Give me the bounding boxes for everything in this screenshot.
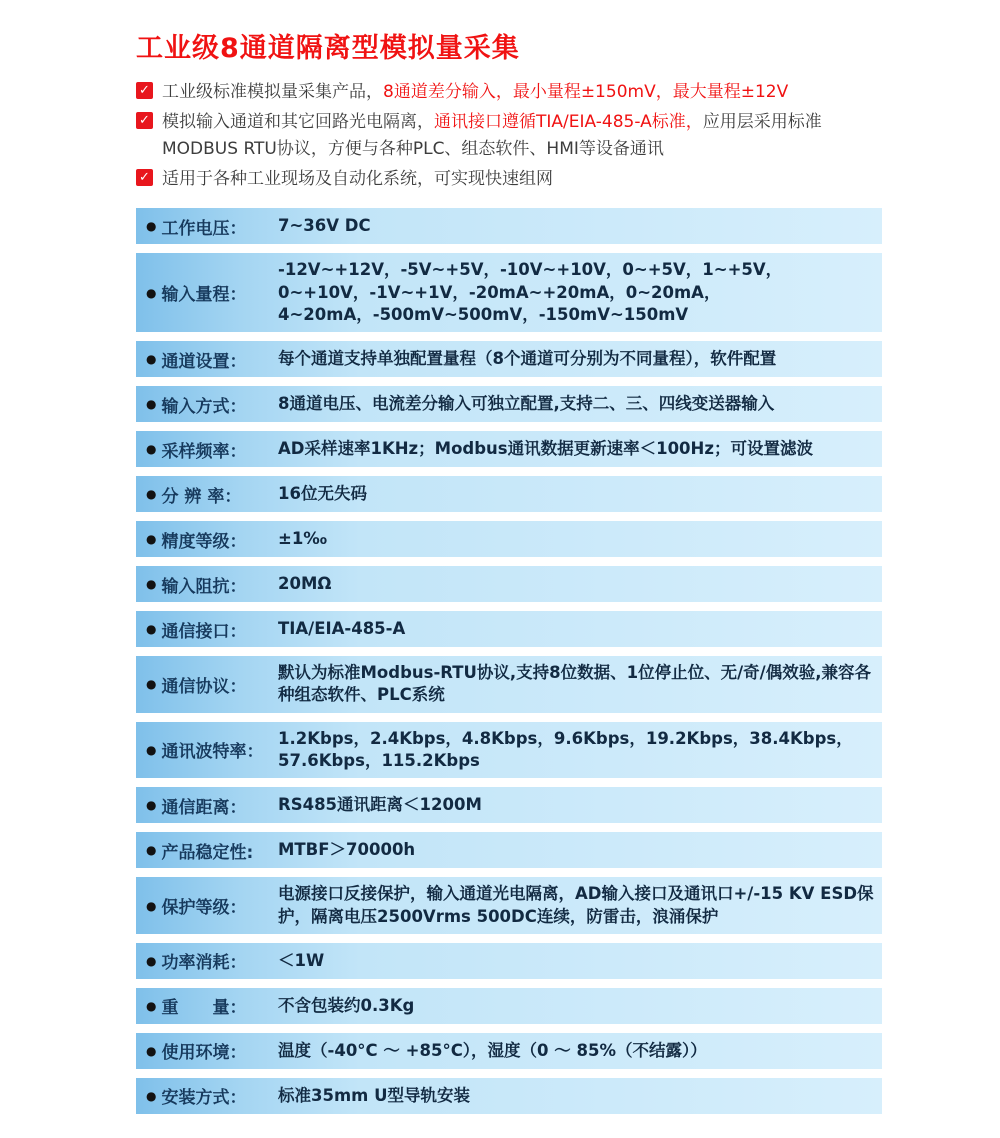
spec-label: 安装方式：	[161, 1088, 247, 1109]
feature-text-highlight: 8通道差分输入，最小量程±150mV，最大量程±12V	[383, 82, 789, 102]
feature-text-normal: 应用层采用标准MODBUS RTU协议，方便与各种PLC、组态软件、HMI等设备通讯	[162, 112, 822, 159]
spec-value: MTBF＞70000h	[278, 840, 416, 860]
spec-value: 20MΩ	[278, 574, 332, 594]
spec-row-channel-config	[136, 341, 882, 377]
spec-label-cell	[136, 437, 274, 462]
feature-text-normal: 工业级标准模拟量采集产品，	[162, 82, 383, 102]
spec-row-accuracy	[136, 521, 882, 557]
spec-row-comm-protocol	[136, 656, 882, 713]
spec-row-baud-rate	[136, 722, 882, 779]
spec-row-power-consumption	[136, 943, 882, 979]
spec-label: 输入阻抗：	[161, 576, 247, 597]
spec-row-working-voltage	[136, 208, 882, 244]
spec-label: 保护等级：	[161, 898, 247, 918]
spec-row-comm-interface	[136, 611, 882, 647]
spec-value: 电源接口反接保护，输入通道光电隔离，AD输入接口及通讯口+/-15 KV ESD保护，隔离电压2500Vrms 500DC连续，防雷击，浪涌保护	[278, 884, 874, 926]
bullet-icon: ●	[146, 442, 157, 457]
spec-label-cell	[136, 993, 274, 1018]
spec-label-cell	[136, 893, 274, 918]
spec-row-mounting	[136, 1078, 882, 1114]
spec-label: 重 量：	[161, 998, 247, 1019]
feature-item	[136, 79, 882, 105]
spec-value: 8通道电压、电流差分输入可独立配置,支持二、三、四线变送器输入	[278, 394, 775, 414]
spec-value: RS485通讯距离＜1200M	[278, 795, 482, 815]
feature-item	[136, 109, 882, 162]
bullet-icon: ●	[146, 622, 157, 637]
spec-value: AD采样速率1KHz；Modbus通讯数据更新速率＜100Hz；可设置滤波	[278, 439, 813, 459]
spec-label: 输入方式：	[161, 396, 247, 417]
feature-item	[136, 166, 882, 192]
bullet-icon: ●	[146, 487, 157, 502]
spec-value: 不含包装约0.3Kg	[278, 995, 415, 1015]
spec-value: 默认为标准Modbus-RTU协议,支持8位数据、1位停止位、无/奇/偶效验,兼容各种组态软件、PLC系统	[278, 663, 871, 705]
spec-label: 通信协议：	[161, 676, 247, 697]
spec-row-weight	[136, 988, 882, 1024]
spec-label-cell	[136, 1083, 274, 1108]
checkbox-icon: ✓	[136, 82, 153, 99]
spec-label-cell	[136, 737, 274, 762]
bullet-icon: ●	[146, 532, 157, 547]
spec-label: 输入量程：	[161, 285, 247, 306]
feature-text-normal: 模拟输入通道和其它回路光电隔离，	[162, 112, 434, 133]
bullet-icon: ●	[146, 953, 157, 968]
spec-label-cell	[136, 838, 274, 863]
spec-label-cell	[136, 793, 274, 818]
bullet-icon: ●	[146, 998, 157, 1013]
spec-value: 标准35mm U型导轨安装	[278, 1085, 470, 1105]
bullet-icon: ●	[146, 219, 157, 234]
bullet-icon: ●	[146, 352, 157, 367]
checkbox-icon: ✓	[136, 112, 153, 129]
spec-table	[136, 208, 882, 1113]
spec-label: 通信接口：	[161, 621, 247, 642]
spec-value: -12V~+12V，-5V~+5V，-10V~+10V，0~+5V，1~+5V，0~+10V，-1V~+1V，-20mA~+20mA，0~20mA，4~20mA，-500mV~500mV，-150mV~150mV	[278, 260, 783, 324]
bullet-icon: ●	[146, 577, 157, 592]
spec-value: 16位无失码	[278, 484, 367, 504]
spec-value: 7~36V DC	[278, 216, 371, 236]
spec-label-cell	[136, 214, 274, 239]
spec-row-input-impedance	[136, 566, 882, 602]
spec-label-cell	[136, 948, 274, 973]
spec-value: 温度（-40°C ～ +85°C），湿度（0 ～ 85%（不结露））	[278, 1040, 707, 1060]
spec-label: 采样频率：	[161, 441, 247, 462]
bullet-icon: ●	[146, 677, 157, 692]
spec-label: 通道设置：	[161, 351, 247, 372]
feature-list	[136, 79, 882, 192]
spec-value: TIA/EIA-485-A	[278, 619, 406, 639]
bullet-icon: ●	[146, 397, 157, 412]
spec-label-cell	[136, 347, 274, 372]
spec-label: 通信距离：	[161, 797, 247, 818]
spec-label: 使用环境：	[161, 1043, 247, 1064]
spec-label: 产品稳定性:	[161, 842, 254, 863]
spec-row-sampling-rate	[136, 431, 882, 467]
spec-label: 精度等级：	[161, 531, 247, 552]
feature-text	[162, 79, 788, 105]
bullet-icon: ●	[146, 742, 157, 757]
spec-label-cell	[136, 392, 274, 417]
spec-label-cell	[136, 572, 274, 597]
feature-text	[162, 166, 553, 192]
bullet-icon: ●	[146, 1043, 157, 1058]
spec-row-comm-distance	[136, 787, 882, 823]
spec-value: 每个通道支持单独配置量程（8个通道可分别为不同量程），软件配置	[278, 349, 777, 369]
spec-value: ±1‰	[278, 529, 328, 549]
spec-label-cell	[136, 672, 274, 697]
spec-label: 功率消耗：	[161, 953, 247, 974]
feature-text-normal: 适用于各种工业现场及自动化系统，可实现快速组网	[162, 169, 553, 190]
bullet-icon: ●	[146, 843, 157, 858]
page-title: 工业级8通道隔离型模拟量采集	[136, 33, 520, 64]
spec-row-input-range	[136, 253, 882, 332]
spec-row-resolution	[136, 476, 882, 512]
spec-row-input-mode	[136, 386, 882, 422]
spec-value: 1.2Kbps，2.4Kbps，4.8Kbps，9.6Kbps，19.2Kbps，38.4Kbps，57.6Kbps，115.2Kbps	[278, 728, 853, 770]
bullet-icon: ●	[146, 798, 157, 813]
feature-text	[162, 109, 882, 162]
bullet-icon: ●	[146, 285, 157, 300]
spec-label: 工作电压：	[161, 218, 247, 239]
spec-row-environment	[136, 1033, 882, 1069]
spec-row-stability	[136, 832, 882, 868]
checkbox-icon: ✓	[136, 169, 153, 186]
spec-row-protection-level	[136, 877, 882, 934]
bullet-icon: ●	[146, 1088, 157, 1103]
spec-value: ＜1W	[278, 950, 325, 970]
bullet-icon: ●	[146, 898, 157, 913]
spec-label: 通讯波特率：	[161, 742, 264, 763]
feature-text-highlight: 通讯接口遵循TIA/EIA-485-A标准，	[434, 112, 703, 133]
spec-label-cell	[136, 527, 274, 552]
spec-label-cell	[136, 482, 274, 507]
spec-label: 分 辨 率：	[161, 486, 242, 507]
spec-label-cell	[136, 1038, 274, 1063]
spec-label-cell	[136, 280, 274, 305]
spec-label-cell	[136, 617, 274, 642]
